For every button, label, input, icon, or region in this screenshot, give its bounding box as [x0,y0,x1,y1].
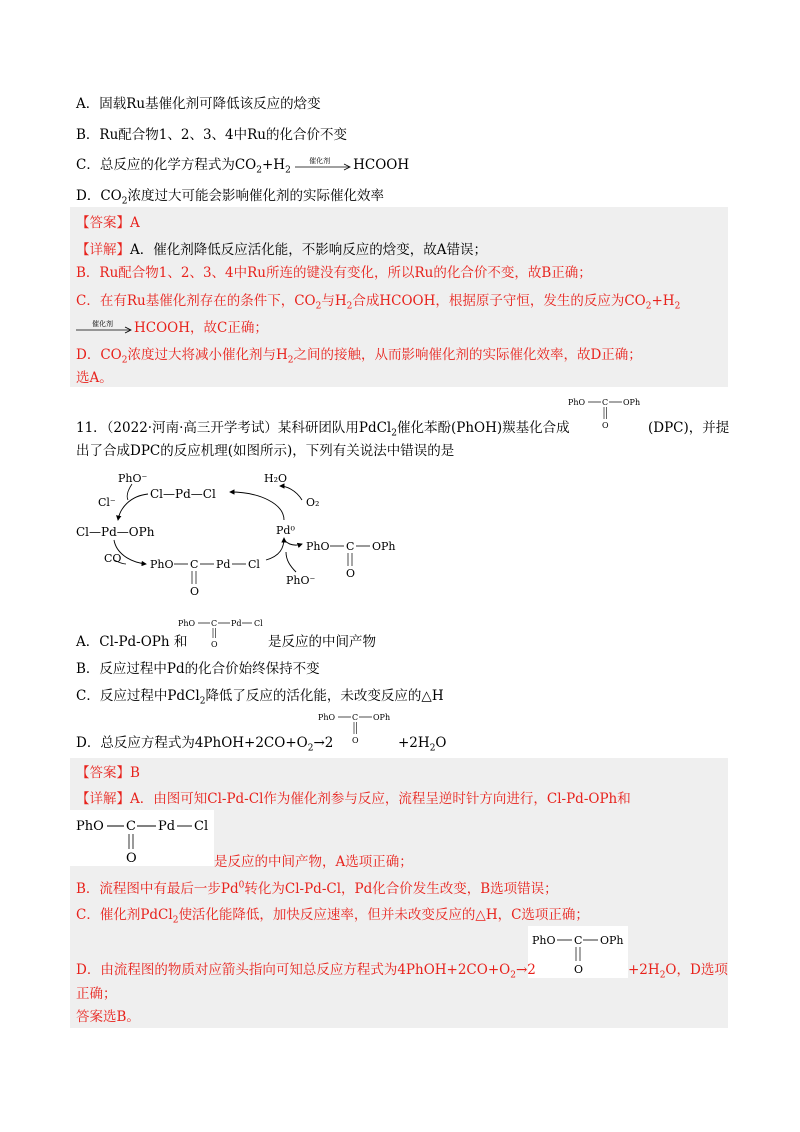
explanation-text: 使活化能降低，加快反应速率，但并未改变反应的△H，C选项正确； [178,907,589,923]
explanation-text: +2H [628,962,660,978]
option-text: 降低了反应的活化能，未改变反应的△H [205,688,444,704]
chem-label: Pd [231,619,242,628]
option-text: +2H [398,735,430,751]
subscript: 2 [391,428,397,439]
chem-label: O [602,421,609,430]
arrow-icon [280,486,302,500]
chem-label: PhO [568,398,586,407]
explanation-text: 浓度过大将减小催化剂与H [127,347,288,363]
q10-explanation-b: B．Ru配合物1、2、3、4中Ru所连的键没有变化，所以Ru的化合价不变，故B正确； [76,265,592,281]
chem-label: Cl⁻ [98,496,116,509]
chem-label: H₂O [264,472,288,485]
q11-explanation-a [76,789,631,809]
q10-explanation-a [76,240,487,260]
q11-stem-line2: 出了合成DPC的反应机理(如图所示)，下列有关说法中错误的是 [76,443,455,459]
chem-label: OPh [600,934,624,947]
subscript: 2 [429,743,436,754]
q11-stem-line1 [76,418,570,438]
catalyst-label: 催化剂 [92,319,113,328]
chem-label: PhO [178,619,196,628]
q11-conclusion: 答案选B。 [76,1009,140,1025]
catalyst-label: 催化剂 [309,156,331,165]
arrow-icon [284,540,302,545]
arrow-icon [118,494,148,520]
chem-label: Pd⁰ [276,524,295,537]
arrow-icon [286,552,296,572]
explanation-text: 与H [321,293,347,309]
q11-option-c [76,686,444,706]
explanation-text: 合成HCOOH，根据原子守恒，发生的反应为CO [352,293,646,309]
q11-stem-tail: (DPC)，并提 [648,420,730,436]
explanation-text: A．催化剂降低反应活化能，不影响反应的焓变，故A错误； [130,242,487,258]
intermediate-structure-small [178,616,268,656]
q10-option-d-text: D．CO [76,188,122,204]
chem-label: O [126,851,137,866]
explanation-text: O，D选项 [665,962,728,978]
q10-explanation-c1 [76,291,680,311]
q11-option-a-text: A．Cl-Pd-OPh 和 [76,634,188,650]
explanation-text: C．催化剂PdCl [76,907,173,923]
subscript: 2 [172,915,179,926]
chem-label: O [190,585,200,598]
chem-label: C [126,819,136,834]
chem-label: OPh [373,713,391,722]
q11-option-b: B．反应过程中Pd的化合价始终保持不变 [76,661,320,677]
chem-label: CO [104,552,122,565]
q11-explanation-d [76,960,536,980]
q10-option-d-text: 浓度过大可能会影响催化剂的实际催化效率 [127,188,384,204]
subscript: 2 [307,743,314,754]
dpc-structure [530,928,630,978]
explanation-label: 【详解】 [76,791,130,807]
q11-option-d [76,733,333,753]
subscript: 2 [645,301,652,312]
explanation-text: D．CO [76,347,122,363]
chem-label: PhO⁻ [286,574,316,587]
superscript: 0 [238,880,245,891]
chem-label: PhO [532,934,556,947]
chem-label: OPh [623,398,641,407]
chem-label: PhO [76,819,104,834]
q10-option-c [76,155,409,175]
stem-text: 催化苯酚(PhOH)羰基化合成 [396,420,570,436]
arrow-icon [230,492,284,520]
chem-label: Pd [216,558,231,571]
chem-label: O [352,736,359,745]
q11-explanation-c [76,905,589,925]
subscript: 2 [121,196,128,207]
arrow-icon [266,538,284,560]
subscript: 2 [287,355,294,366]
option-text: O [435,735,447,751]
q10-explanation-d [76,345,642,365]
chem-label: Pd [158,819,176,834]
chem-label: O [346,567,356,580]
q11-answer: 【答案】B [76,765,140,781]
chem-label: C [190,558,199,571]
q11-explanation-d2: 正确； [76,986,117,1002]
chem-label: PhO [318,713,336,722]
chem-label: Cl [194,819,209,834]
chem-label: Cl—Pd—Cl [150,487,216,501]
option-text: C．反应过程中PdCl [76,688,200,704]
q10-option-c-text: HCOOH [353,157,410,173]
chem-label: OPh [372,540,396,553]
arrow-icon [127,484,132,500]
explanation-text: C．在有Ru基催化剂存在的条件下，CO [76,293,316,309]
chem-label: Cl [248,558,260,571]
chem-label: C [602,398,609,407]
q11-explanation-d-tail [628,960,728,980]
explanation-text: A．由图可知Cl-Pd-Cl作为催化剂参与反应，流程呈逆时针方向进行，Cl-Pd-OPh和 [130,791,631,807]
intermediate-structure [74,812,214,866]
q10-answer: 【答案】A [76,215,140,231]
reaction-mechanism-diagram [70,468,420,608]
q11-explanation-b [76,879,558,899]
q10-option-c-text: +H [261,157,286,173]
explanation-text: B．流程图中有最后一步Pd [76,881,239,897]
chem-label: O [574,963,584,976]
q10-option-c-text: C．总反应的化学方程式为CO [76,157,257,173]
chem-label: Cl—Pd—OPh [76,525,155,539]
q11-explanation-a-tail: 是反应的中间产物，A选项正确； [214,854,413,870]
chem-label: C [352,713,359,722]
chem-label: O₂ [306,496,320,509]
subscript: 2 [659,970,666,981]
catalyst-arrow [76,319,134,336]
subscript: 2 [256,165,262,176]
subscript: 2 [121,355,128,366]
explanation-text: D．由流程图的物质对应箭头指向可知总反应方程式为4PhOH+2CO+O [76,962,511,978]
option-text: →2 [313,735,334,751]
chem-label: C [574,934,583,947]
explanation-label: 【详解】 [76,242,130,258]
arrow-icon [295,161,353,175]
q11-option-d-tail [398,733,447,753]
arrow-icon [76,324,134,338]
stem-text: 11．（2022·河南·高三开学考试）某科研团队用PdCl [76,420,392,436]
option-text: D．总反应方程式为4PhOH+2CO+O [76,735,308,751]
q10-conclusion: 选A。 [76,370,113,386]
chem-label: PhO [306,540,330,553]
chem-label: PhO [150,558,174,571]
explanation-text: HCOOH，故C正确； [134,320,268,336]
explanation-text: →2 [515,962,536,978]
subscript: 2 [285,165,291,176]
chem-label: Cl [254,619,263,628]
subscript: 2 [199,696,206,707]
explanation-text: +H [651,293,675,309]
chem-label: C [211,619,218,628]
subscript: 2 [510,970,516,981]
q10-option-d [76,186,384,206]
catalyst-arrow [295,156,353,173]
q11-option-a-tail: 是反应的中间产物 [268,634,376,650]
explanation-text: 之间的接触，从而影响催化剂的实际催化效率，故D正确； [293,347,642,363]
q10-explanation-c2 [76,318,268,338]
subscript: 2 [674,301,681,312]
subscript: 2 [315,301,322,312]
dpc-structure-small [568,393,658,435]
chem-label: PhO⁻ [118,472,148,485]
chem-label: O [211,640,218,649]
q10-option-b: B．Ru配合物1、2、3、4中Ru的化合价不变 [76,127,347,143]
subscript: 2 [346,301,353,312]
chem-label: C [346,540,355,553]
q10-option-a: A．固载Ru基催化剂可降低该反应的焓变 [76,96,321,112]
explanation-text: 转化为Cl-Pd-Cl，Pd化合价发生改变，B选项错误； [244,881,558,897]
